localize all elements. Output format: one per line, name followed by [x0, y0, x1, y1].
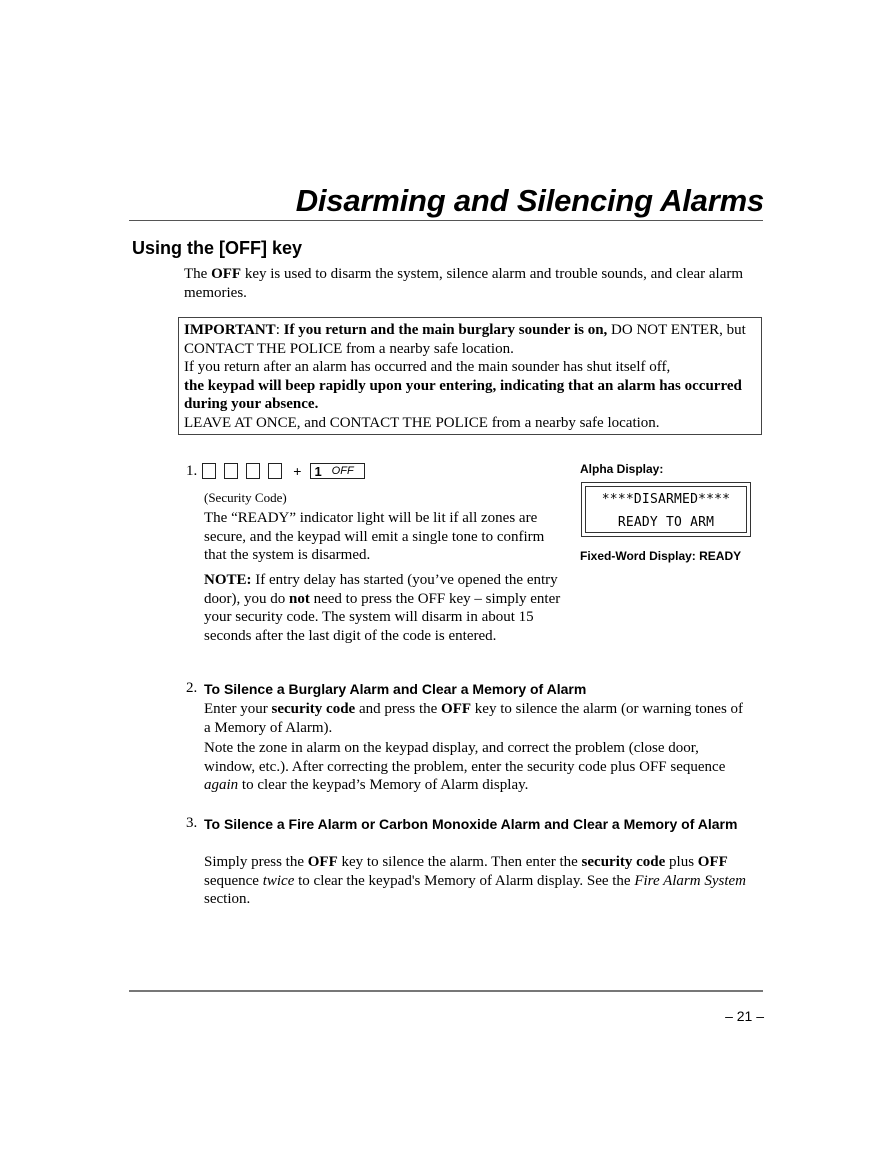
off-key-label: OFF [331, 465, 354, 477]
key-sequence [186, 462, 365, 480]
page-title: Disarming and Silencing Alarms [295, 183, 764, 218]
ready-paragraph: The “READY” indicator light will be lit if all zones are secure, and the keypad will emit a single tone to confirm that the system is disarmed. [204, 510, 545, 563]
off-key-icon [310, 463, 365, 479]
off-key-number: 1 [314, 463, 322, 479]
important-notice-box [178, 317, 762, 435]
section-heading: Using the [OFF] key [132, 238, 303, 258]
step-2-paragraph-2: Note the zone in alarm on the keypad display, and correct the problem (close door, window, etc.). After correcting the problem, enter the security code plus OFF sequence again to clear the keypad’s Memory of Alarm display. [204, 740, 726, 793]
alpha-display-label: Alpha Display: [580, 462, 664, 476]
code-digit-box [224, 463, 238, 479]
footer-divider [129, 990, 763, 992]
security-code-caption: (Security Code) [204, 490, 287, 505]
step-3-heading: To Silence a Fire Alarm or Carbon Monoxide Alarm and Clear a Memory of Alarm [204, 816, 738, 832]
step-2-heading: To Silence a Burglary Alarm and Clear a Memory of Alarm [204, 681, 587, 697]
intro-paragraph: The OFF key is used to disarm the system, silence alarm and trouble sounds, and clear alarm memories. [184, 266, 744, 301]
important-line-4: LEAVE AT ONCE, and CONTACT THE POLICE from a nearby safe location. [184, 414, 660, 431]
step-2-paragraph-1: Enter your security code and press the OFF key to silence the alarm (or warning tones of a Memory of Alarm). [204, 701, 744, 736]
plus-sign: + [293, 463, 302, 479]
alpha-display [581, 482, 751, 537]
step-1-number: 1. [186, 462, 198, 479]
fixed-word-display-label: Fixed-Word Display: READY [580, 549, 742, 563]
important-line-3: the keypad will beep rapidly upon your entering, indicating that an alarm has occurred during your absence. [184, 377, 742, 412]
code-digit-box [246, 463, 260, 479]
step-3-number: 3. [186, 815, 198, 831]
display-line-2: READY TO ARM [617, 515, 715, 530]
step-2-number: 2. [186, 680, 198, 696]
page-number: – 21 – [725, 1008, 764, 1024]
important-line-2: If you return after an alarm has occurred and the main sounder has shut itself off, [184, 359, 671, 375]
display-line-1: ****DISARMED**** [601, 492, 731, 507]
title-divider [129, 220, 763, 221]
entry-delay-note: NOTE: If entry delay has started (you’ve opened the entry door), you do not need to press the OFF key – simply enter your security code. The system will disarm in about 15 seconds after the last digit of the code is entered. [204, 572, 561, 644]
code-digit-box [268, 463, 282, 479]
code-digit-box [202, 463, 216, 479]
step-3-paragraph: Simply press the OFF key to silence the alarm. Then enter the security code plus OFF sequence twice to clear the keypad's Memory of Alarm display. See the Fire Alarm System section. [204, 854, 746, 907]
important-line-1: IMPORTANT: If you return and the main burglary sounder is on, DO NOT ENTER, but CONTACT THE POLICE from a nearby safe location. [184, 322, 746, 357]
